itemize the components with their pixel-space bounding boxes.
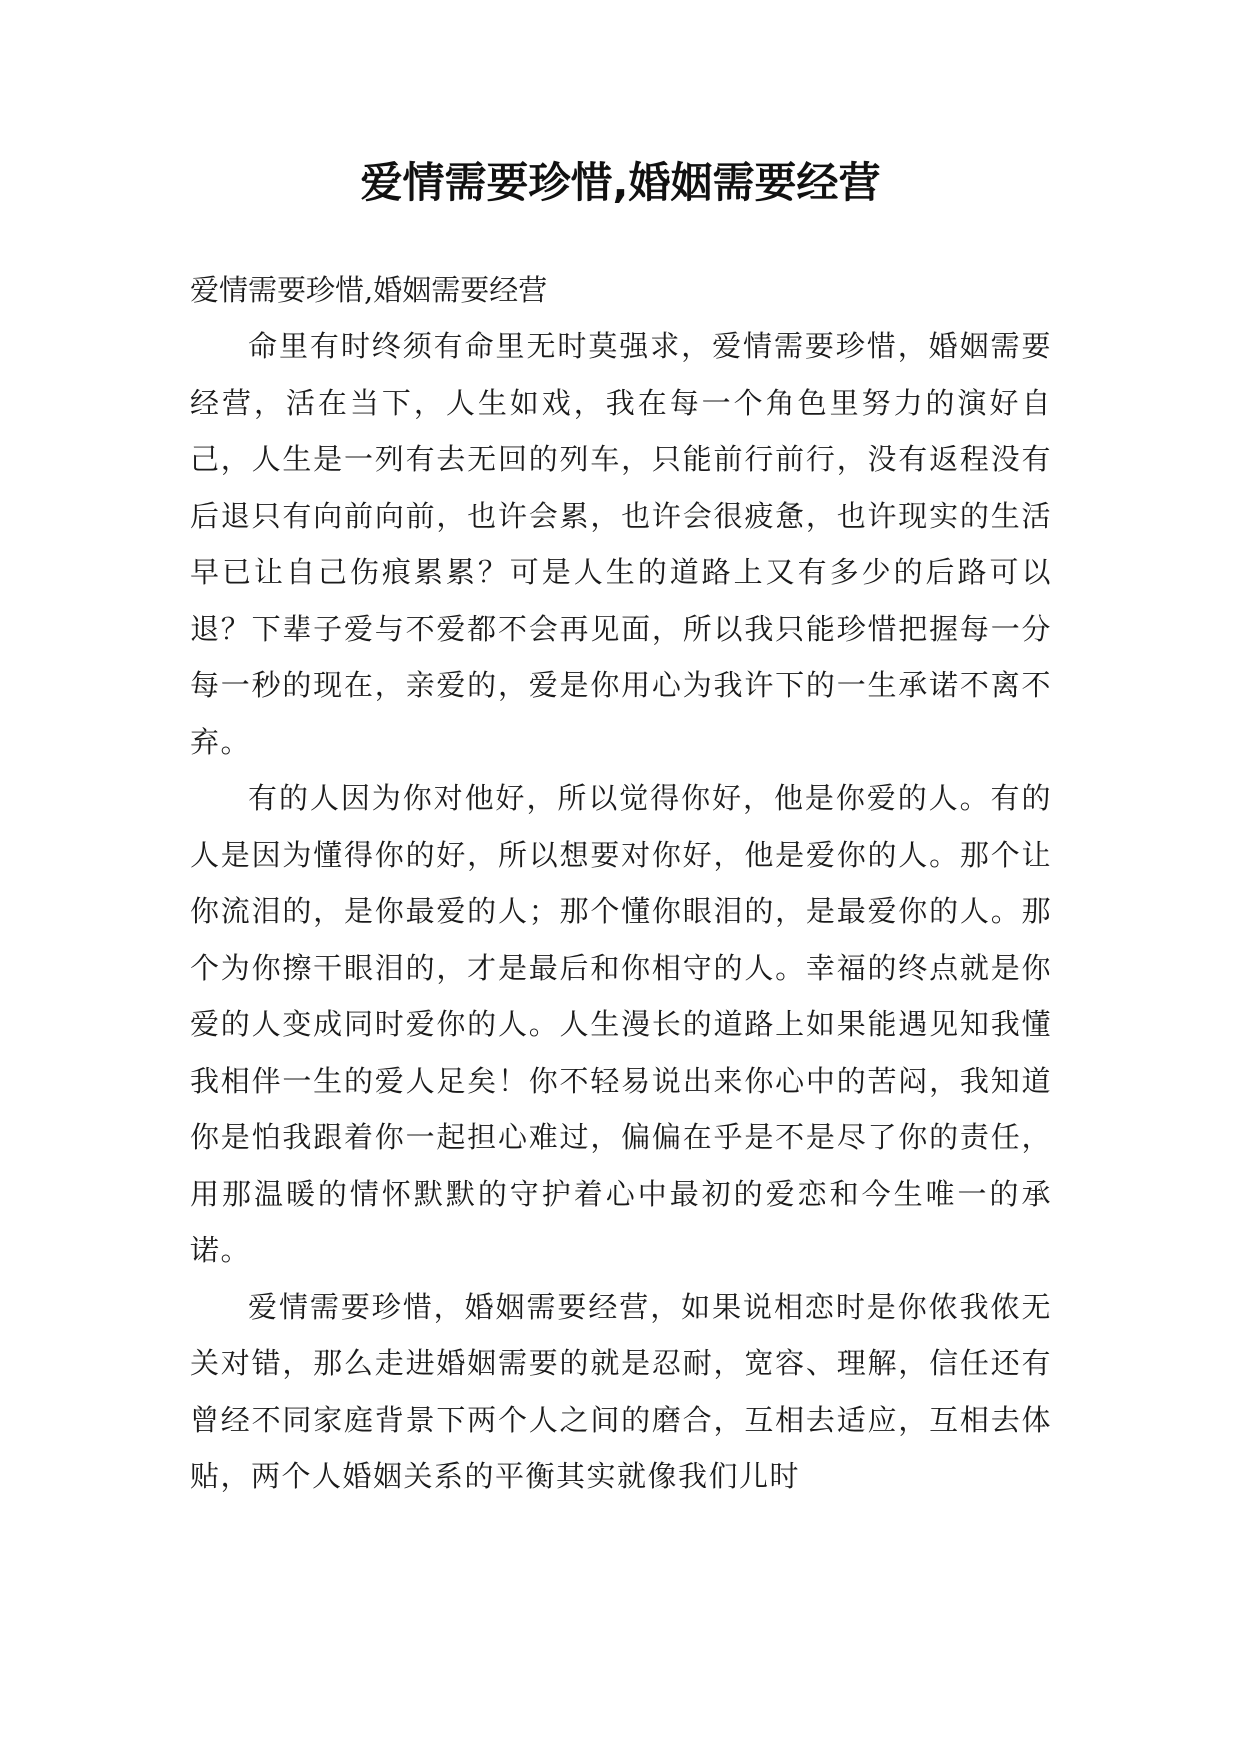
document-body	[190, 262, 1052, 1505]
paragraph-3: 爱情需要珍惜，婚姻需要经营，如果说相恋时是你侬我侬无关对错，那么走进婚姻需要的就是忍耐，宽容、理解，信任还有曾经不同家庭背景下两个人之间的磨合，互相去适应，互相去体贴，两个人婚姻关系的平衡其实就像我们儿时	[190, 1289, 1052, 1493]
paragraph-1: 命里有时终须有命里无时莫强求，爱情需要珍惜，婚姻需要经营，活在当下，人生如戏，我在每一个角色里努力的演好自己，人生是一列有去无回的列车，只能前行前行，没有返程没有后退只有向前向前，也许会累，也许会很疲惫，也许现实的生活早已让自己伤痕累累？可是人生的道路上又有多少的后路可以退？下辈子爱与不爱都不会再见面，所以我只能珍惜把握每一分每一秒的现在，亲爱的，爱是你用心为我许下的一生承诺不离不弃。	[190, 329, 1052, 759]
paragraph-2: 有的人因为你对他好，所以觉得你好，他是你爱的人。有的人是因为懂得你的好，所以想要对你好，他是爱你的人。那个让你流泪的，是你最爱的人；那个懂你眼泪的，是最爱你的人。那个为你擦干眼泪的，才是最后和你相守的人。幸福的终点就是你爱的人变成同时爱你的人。人生漫长的道路上如果能遇见知我懂我相伴一生的爱人足矣！你不轻易说出来你心中的苦闷，我知道你是怕我跟着你一起担心难过，偏偏在乎是不是尽了你的责任，用那温暖的情怀默默的守护着心中最初的爱恋和今生唯一的承诺。	[190, 781, 1052, 1267]
document-title: 爱情需要珍惜,婚姻需要经营	[360, 158, 881, 207]
document-subtitle: 爱情需要珍惜,婚姻需要经营	[190, 273, 548, 307]
